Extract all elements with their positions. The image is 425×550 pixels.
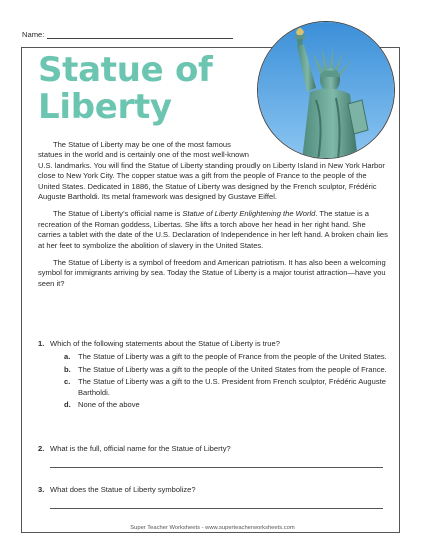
statue-illustration — [258, 22, 395, 159]
title-line-1: Statue of — [38, 50, 213, 90]
option-text: The Statue of Liberty was a gift to the U.S. President from French sculptor, Frédéric Auguste Bartholdi. — [78, 377, 386, 397]
name-row — [22, 30, 233, 39]
option-letter: a. — [64, 352, 71, 362]
paragraph-1-rest: U.S. landmarks. You will find the Statue of Liberty standing proudly on Liberty Island in New York Harbor close to New York City. The copper statue was a gift from the people of France to the people of the United States. Dedicated in 1886, the Statue of Liberty was designed by the French sculptor, Frédéric Auguste Bartholdi. Its metal framework was designed by Gustave Eiffel. — [38, 160, 385, 202]
question-2 — [38, 444, 388, 454]
name-field[interactable] — [47, 31, 233, 39]
paragraph-2-before: The Statue of Liberty’s official name is — [53, 209, 183, 219]
paragraph-2 — [38, 209, 388, 251]
official-name-italic: Statue of Liberty Enlightening the World — [182, 209, 316, 219]
name-label: Name: — [22, 30, 45, 39]
question-text: Which of the following statements about the Statue of Liberty is true? — [50, 339, 280, 348]
paragraph-3-text: The Statue of Liberty is a symbol of freedom and American patriotism. It has also been a welcoming symbol for immigrants arriving by sea. Today the Statue of Liberty is a major tourist attraction—have you seen it? — [38, 258, 386, 288]
option-text: The Statue of Liberty was a gift to the people of France from the people of the United States. — [78, 352, 387, 362]
option-text: None of the above — [78, 400, 140, 410]
option-b[interactable] — [64, 365, 388, 375]
reading-passage — [38, 140, 388, 296]
question-number: 1. — [38, 339, 45, 348]
paragraph-1-line-1: The Statue of Liberty may be one of the most famous — [53, 140, 231, 149]
answer-options — [64, 352, 388, 410]
footer: Super Teacher Worksheets - www.superteacherworksheets.com — [130, 525, 295, 531]
paragraph-2-after: . The statue is a recreation of the Roman goddess, Libertas. She lifts a torch above her head in her right hand. She carries a tablet with the date of the U.S. Declaration of Independence in her left hand. A broken chain lies at her feet to symbolize the abolition of slavery in the United States. — [38, 209, 388, 250]
question-text: What is the full, official name for the Statue of Liberty? — [50, 444, 231, 453]
paragraph-1 — [38, 140, 388, 202]
option-letter: d. — [64, 400, 71, 410]
option-text: The Statue of Liberty was a gift to the people of the United States from the people of France. — [78, 364, 387, 374]
title-line-2: Liberty — [38, 87, 172, 127]
page-title — [38, 52, 213, 126]
paragraph-3 — [38, 258, 388, 289]
answer-line-3[interactable] — [50, 508, 383, 509]
question-1 — [38, 339, 388, 412]
question-number: 3. — [38, 485, 45, 494]
option-d[interactable] — [64, 400, 388, 410]
paragraph-1-line-2: statues in the world and is certainly one of the most well-known — [38, 150, 249, 160]
option-letter: b. — [64, 364, 71, 374]
question-number: 2. — [38, 444, 45, 453]
question-3 — [38, 485, 388, 495]
option-letter: c. — [64, 377, 71, 387]
option-a[interactable] — [64, 352, 388, 362]
statue-of-liberty-photo — [257, 21, 395, 159]
answer-line-2[interactable] — [50, 467, 383, 468]
question-text: What does the Statue of Liberty symbolize? — [50, 485, 196, 494]
option-c[interactable] — [64, 377, 388, 398]
